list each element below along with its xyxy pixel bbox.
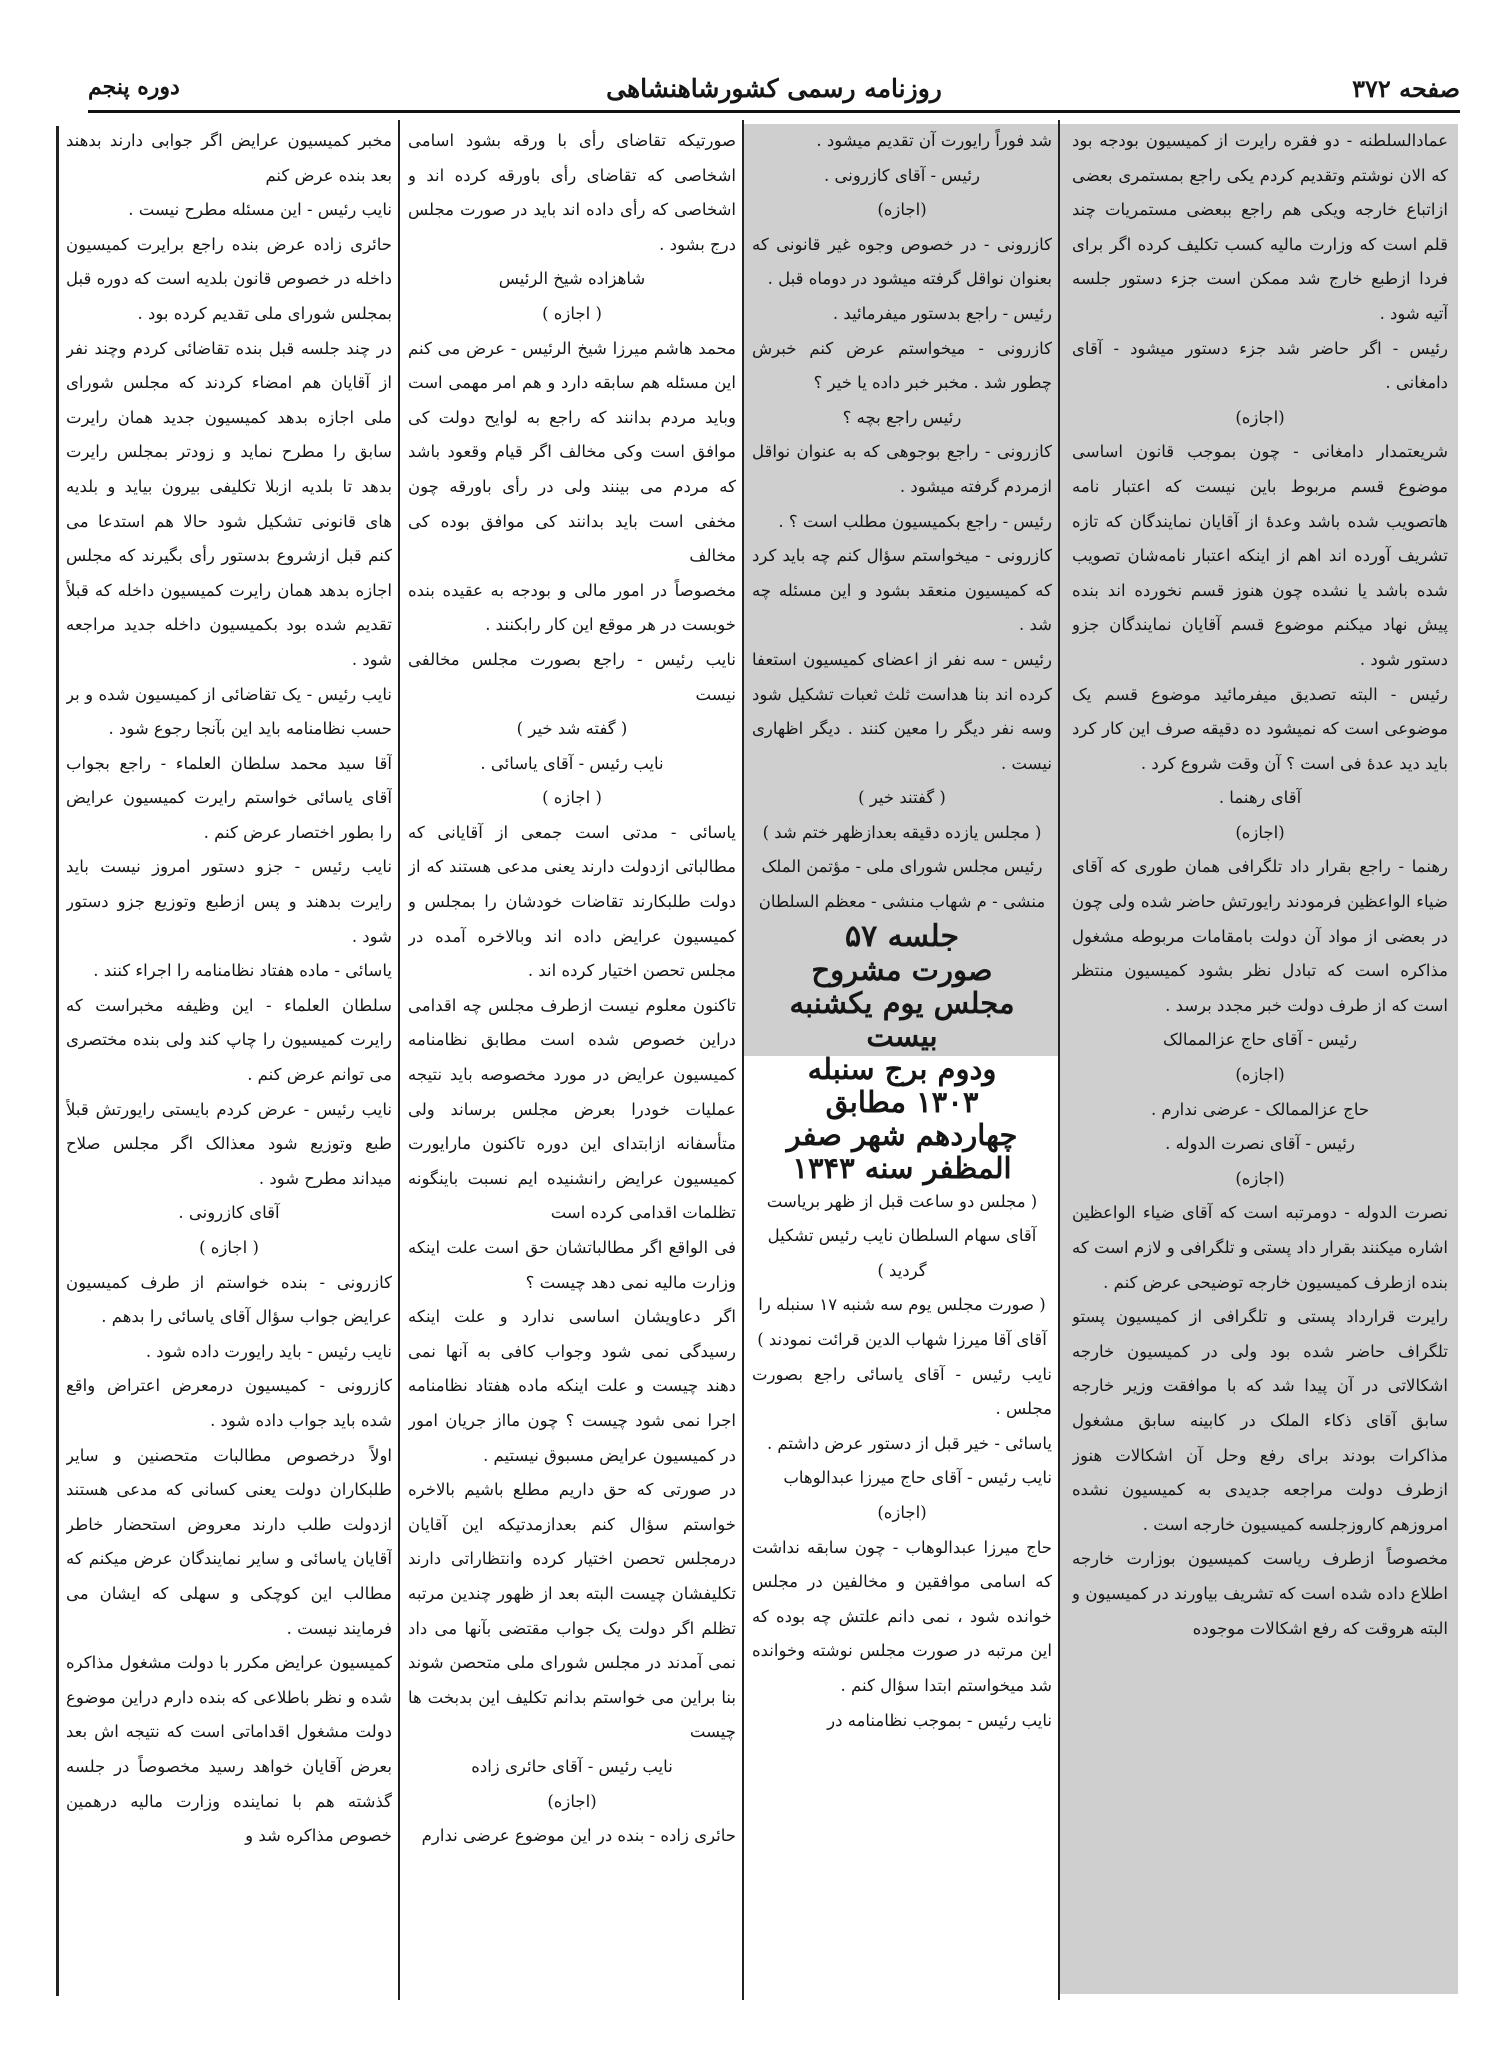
- paragraph: (اجازه): [877, 1503, 927, 1522]
- paragraph: رئیس راجع بچه ؟: [842, 407, 962, 427]
- paragraph: حائری زاده عرض بنده راجع برایرت کمیسیون داخله در خصوص قانون بلدیه است که دوره قبل بمجلس شورای ملی تقدیم کرده بود .: [66, 234, 392, 323]
- parliament-period: دوره پنجم: [88, 74, 180, 100]
- page-number: صفحه ۳۷۲: [1352, 74, 1460, 103]
- paragraph: رئیس - اگر حاضر شد جزء دستور میشود - آقای دامغانی .: [1072, 338, 1448, 393]
- page-header: [88, 74, 1460, 113]
- paragraph: در چند جلسه قبل بنده تقاضائی کردم وچند نفر از آقایان هم امضاء کردند که مجلس شورای ملی اجازه بدهد کمیسیون جدید همان رایرت سابق را مطرح نماید و زودتر بمجلس رایرت بدهد تا بلدیه ازبلا تکلیفی بیرون بیاید و بلدیه های قانونی تشکیل شود حالا هم استدعا می کنم قبل ازشروع بدستور رأی بگیرند که مجلس اجازه بدهد همان رایرت کمیسیون داخله که قبلاً تقدیم شده بود بکمیسیون داخله جدید مراجعه شود .: [66, 338, 392, 669]
- paragraph: حاج عزالممالک - عرضی ندارم .: [1150, 1099, 1370, 1119]
- paragraph: یاسائی - مدتی است جمعی از آقایانی که مطالباتی ازدولت دارند یعنی مدعی هستند که از دولت طلبکارند تقاضات خودشان را بمجلس و کمیسیون عرایض داده اند وبالاخره آمده در مجلس تحصن اختیار کرده اند .: [408, 822, 736, 981]
- paragraph: ( صورت مجلس یوم سه شنبه ۱۷ سنبله را آقای آقا میرزا شهاب الدین قرائت نمودند ): [757, 1295, 1047, 1350]
- paragraph: فی الواقع اگر مطالباتشان حق است علت اینکه وزارت مالیه نمی دهد چیست ؟: [408, 1238, 736, 1292]
- paragraph: نایب رئیس - بموجب نظامنامه در: [827, 1710, 1052, 1730]
- column-rule: [1058, 120, 1060, 2000]
- paragraph: ( مجلس دو ساعت قبل از ظهر بریاست آقای سهام السلطان نایب رئیس تشکیل گردید ): [766, 1191, 1038, 1280]
- paragraph: نایب رئیس - یک تقاضائی از کمیسیون شده و بر حسب نظامنامه باید این بآنجا رجوع شود .: [66, 684, 392, 739]
- paragraph: نایب رئیس - جزو دستور امروز نیست باید رایرت بدهند و پس ازطبع وتوزیع جزو دستور شود .: [66, 857, 392, 946]
- paragraph: نایب رئیس - باید رایورت داده شود .: [145, 1341, 392, 1361]
- paragraph: یاسائی - ماده هفتاد نظامنامه را اجراء کنند .: [93, 961, 392, 981]
- paragraph: سلطان العلماء - این وظیفه مخبراست که رایرت کمیسیون را چاپ کند ولی بنده مختصری می توانم عرض کنم .: [66, 995, 392, 1085]
- paragraph: ( گفته شد خیر ): [516, 719, 628, 739]
- paragraph: عمادالسلطنه - دو فقره رایرت از کمیسیون بودجه بود که الان نوشتم وتقدیم کردم یکی راجع بمستمری بعضی ازاتباع خارجه ویکی هم راجع ببعضی مستمریات چند قلم است که وزارت مالیه کسب تکلیف کرده اگر برای فردا ازطبع خارج شد ممکن است جزء دستور جلسه آتیه شود .: [1072, 131, 1448, 323]
- paragraph: (اجازه): [1235, 1065, 1285, 1085]
- paragraph: اگر دعاویشان اساسی ندارد و علت اینکه رسیدگی نمی شود وجواب کافی به آنها نمی دهند چیست و علت اینکه ماده هفتاد نظامنامه اجرا نمی شود چیست ؟ چون مااز جریان امور در کمیسیون عرایض مسبوق نیستیم .: [408, 1307, 736, 1465]
- column-4: [66, 124, 392, 1996]
- column-rule: [398, 120, 400, 2000]
- paragraph: آقای رهنما .: [1218, 788, 1302, 808]
- paragraph: المظفر سنه ۱۳۴۳: [792, 1150, 1012, 1185]
- paragraph: ودوم برج سنبله: [807, 1051, 997, 1086]
- paragraph: رئیس - آقای کازرونی .: [824, 165, 980, 185]
- paragraph: شاهزاده شیخ الرئیس: [498, 269, 646, 289]
- paragraph: رئیس - البته تصدیق میفرمائید موضوع قسم یک موضوعی است که نمیشود ده دقیقه صرف این کار کرد باید دید عده‌ٔ فی است ؟ آن وقت شروع کرد .: [1072, 684, 1448, 773]
- paragraph: رئیس - آقای حاج عزالممالک: [1163, 1030, 1357, 1050]
- paragraph: در صورتی که حق داریم مطلع باشیم بالاخره خواستم سؤال کنم بعدازمدتیکه این آقایان درمجلس تحصن اختیار کرده وانتظاراتی دارند تکلیفشان چیست البته بعد از ظهور چندین مرتبه تظلم اگر دولت یک جواب مقتضی بآنها می داد نمی آمدند در مجلس شورای ملی متحصن شوند بنا براین می خواستم بدانم تکلیف این بدبخت ها چیست: [408, 1480, 736, 1742]
- paragraph: نایب رئیس - آقای یاسائی .: [480, 753, 664, 773]
- paragraph: محمد هاشم میرزا شیخ الرئیس - عرض می کنم این مسئله هم سابقه دارد و هم امر مهمی است وباید مردم بدانند که راجع به لوایح دولت کی موافق است وکی مخالف اگر قیام وقعود باشد که مردم می بینند ولی در رأی باورقه چون مخفی است باید بدانند کی موافق بوده کی مخالف: [408, 338, 736, 566]
- paragraph: ( اجازه ): [542, 788, 602, 808]
- paragraph: نایب رئیس - عرض کردم بایستی رایورتش قبلاً طبع وتوزیع شود معذالک اگر مجلس صلاح میداند مطرح شود .: [66, 1099, 392, 1188]
- paragraph: رایرت قرارداد پستی و تلگرافی از کمیسیون پستو تلگراف حاضر شده بود ولی در کمیسیون خارجه اشکالاتی در آن پیدا شد که با موافقت وزیر خارجه سابق آقای ذکاء الملک در کابینه سابق مشغول مذاکرات بودند برای رفع وحل آن اشکالات هنوز ازطرف دولت مراجعه جدیدی به کمیسیون نشده امروزهم کاروزجلسه کمیسیون خارجه است .: [1072, 1307, 1448, 1534]
- column-1: [1072, 124, 1448, 1996]
- paragraph: (اجازه): [1235, 1168, 1285, 1188]
- paragraph: رئیس - راجع بدستور میفرمائید .: [832, 303, 1052, 323]
- newspaper-title: روزنامه رسمی کشورشاهنشاهی: [606, 74, 942, 103]
- paragraph: رئیس - راجع بکمیسیون مطلب است ؟ .: [778, 511, 1052, 531]
- paragraph: رئیس مجلس شورای ملی - مؤتمن الملک: [761, 857, 1043, 877]
- paragraph: ۱۳۰۳ مطابق: [825, 1084, 979, 1119]
- paragraph: شد فوراً رایورت آن تقدیم میشود .: [816, 131, 1052, 150]
- paragraph: کازرونی - بنده خواستم از طرف کمیسیون عرایض جواب سؤال آقای یاسائی را بدهم .: [66, 1272, 392, 1327]
- paragraph: رهنما - راجع بقرار داد تلگرافی همان طوری که آقای ضیاء الواعظین فرمودند رایورتش حاضر شده ولی چون در بعضی از مواد آن دولت بامقامات مربوطه مشغول مذاکره است که تبادل نظر بشود کمیسیون منتظر است که از طرف دولت خبر مجدد برسد .: [1072, 857, 1448, 1015]
- paragraph: چهاردهم شهر صفر: [786, 1117, 1018, 1152]
- paragraph: رئیس - سه نفر از اعضای کمیسیون استعفا کرده اند بنا هداست ثلث ثعبات تشکیل شود وسه نفر دیگر را معین کنند . دیگر اظهاری نیست .: [752, 649, 1052, 773]
- paragraph: آقای کازرونی .: [178, 1203, 280, 1223]
- paragraph: کازرونی - میخواستم عرض کنم خبرش چطور شد . مخبر خبر داده یا خیر ؟: [752, 338, 1052, 393]
- paragraph: نایب رئیس - آقای حائری زاده: [471, 1756, 673, 1776]
- paragraph: نایب رئیس - این مسئله مطرح نیست .: [128, 200, 392, 220]
- paragraph: حائری زاده - بنده در این موضوع عرضی ندارم: [421, 1826, 736, 1846]
- paragraph: صورت مشروح: [811, 952, 993, 987]
- paragraph: حاج میرزا عبدالوهاب - چون سابقه نداشت که اسامی موافقین و مخالفین در مجلس خوانده شود ، نمی دانم علتش چه بوده که این مرتبه در صورت مجلس نوشته وخوانده شد میخواستم ابتدا سؤال کنم .: [752, 1537, 1052, 1695]
- paragraph: مخصوصاً ازطرف ریاست کمیسیون بوزارت خارجه اطلاع داده شده است که تشریف بیاورند در کمیسیون و البته هروقت که رفع اشکالات موجوده: [1072, 1549, 1448, 1638]
- paragraph: جلسه ۵۷: [844, 918, 959, 954]
- left-margin-rule: [56, 126, 59, 1996]
- paragraph: یاسائی - خیر قبل از دستور عرض داشتم .: [766, 1433, 1052, 1453]
- paragraph: (اجازه): [1235, 822, 1285, 842]
- paragraph: ( اجازه ): [199, 1238, 259, 1257]
- paragraph: اولاً درخصوص مطالبات متحصنین و سایر طلبکاران دولت یعنی کسانی که مدعی هستند ازدولت طلب دارند معروض استحضار خاطر آقایان یاسائی و سایر نمایندگان عرض میکنم که مطالب این کوچکی و سهلی که ایشان می فرمایند نیست .: [66, 1445, 392, 1638]
- paragraph: آقا سید محمد سلطان العلماء - راجع بجواب آقای یاسائی خواستم رایرت کمیسیون عرایض را بطور اختصار عرض کنم .: [66, 753, 392, 842]
- column-3: [408, 124, 736, 1996]
- paragraph: نایب رئیس - آقای حاج میرزا عبدالوهاب: [783, 1468, 1052, 1488]
- paragraph: ( مجلس یازده دقیقه بعدازظهر ختم شد ): [762, 822, 1042, 842]
- paragraph: مخبر کمیسیون عرایض اگر جوابی دارند بدهند بعد بنده عرض کنم: [66, 131, 392, 185]
- paragraph: کازرونی - راجع بوجوهی که به عنوان نواقل ازمردم گرفته میشود .: [752, 442, 1052, 496]
- paragraph: منشی - م شهاب منشی - معظم السلطان: [758, 892, 1046, 912]
- paragraph: مخصوصاً در امور مالی و بودجه به عقیده بنده خوبست در هر موقع این کار رابکنند .: [408, 580, 736, 635]
- paragraph: مجلس یوم یکشنبه بیست: [789, 985, 1015, 1053]
- paragraph: (اجازه): [877, 200, 927, 220]
- paragraph: (اجازه): [547, 1791, 597, 1811]
- paragraph: نایب رئیس - آقای یاسائی راجع بصورت مجلس .: [752, 1364, 1052, 1419]
- paragraph: نصرت الدوله - دومرتبه است که آقای ضیاء الواعظین اشاره میکنند بقرار داد پستی و تلگرافی و لازم است که بنده ازطرف کمیسیون خارجه توضیحی عرض کنم .: [1072, 1203, 1448, 1292]
- paragraph: (اجازه): [1235, 407, 1285, 427]
- paragraph: رئیس - آقای نصرت الدوله .: [1165, 1134, 1355, 1154]
- paragraph: صورتیکه تقاضای رأی با ورقه بشود اسامی اشخاصی که تقاضای رأی باورقه کرده اند و اشخاصی که رأی داده اند باید در صورت مجلس درج بشود .: [408, 131, 736, 254]
- column-rule: [742, 120, 744, 2000]
- paragraph: ( گفتند خیر ): [858, 788, 946, 808]
- paragraph: تاکنون معلوم نیست ازطرف مجلس چه اقدامی دراین خصوص شده است مطابق نظامنامه کمیسیون عرایض در مورد مخصوصه باید نتیجه عملیات خودرا بعرض مجلس برساند ولی متأسفانه ازابتدای این دوره تاکنون مارایورت کمیسیون عرایض رانشنیده ایم نسبت باینگونه تظلمات اقدامی کرده است: [408, 995, 736, 1223]
- paragraph: شریعتمدار دامغانی - چون بموجب قانون اساسی موضوع قسم مربوط باین نیست که اعتبار نامه هاتصویب شده باشد وعدهٔ از آقایان نمایندگان که تازه تشریف آورده اند اهم از اینکه اعتبار نامه‌شان تصویب شده باشد یا نشده چون هنوز قسم نخورده اند بنده پیش نهاد میکنم موضوع قسم آقایان نمایندگان جزو دستور شود .: [1072, 442, 1448, 669]
- paragraph: کازرونی - میخواستم سؤال کنم چه باید کرد که کمیسیون منعقد بشود و این مسئله چه شد .: [752, 546, 1052, 635]
- paragraph: کمیسیون عرایض مکرر با دولت مشغول مذاکره شده و نظر باطلاعی که بنده دارم دراین موضوع دولت مشغول اقداماتی است که نتیجه اش بعد بعرض آقایان خواهد رسید مخصوصاً در جلسه گذشته هم با نماینده وزارت مالیه درهمین خصوص مذاکره شد و: [66, 1653, 392, 1846]
- paragraph: کازرونی - در خصوص وجوه غیر قانونی که بعنوان نواقل گرفته میشود در دوماه قبل .: [752, 234, 1052, 289]
- paragraph: کازرونی - کمیسیون درمعرض اعتراض واقع شده باید جواب داده شود .: [66, 1376, 392, 1430]
- paragraph: ( اجازه ): [542, 303, 602, 323]
- paragraph: نایب رئیس - راجع بصورت مجلس مخالفی نیست: [408, 649, 736, 704]
- column-2: [752, 124, 1052, 1996]
